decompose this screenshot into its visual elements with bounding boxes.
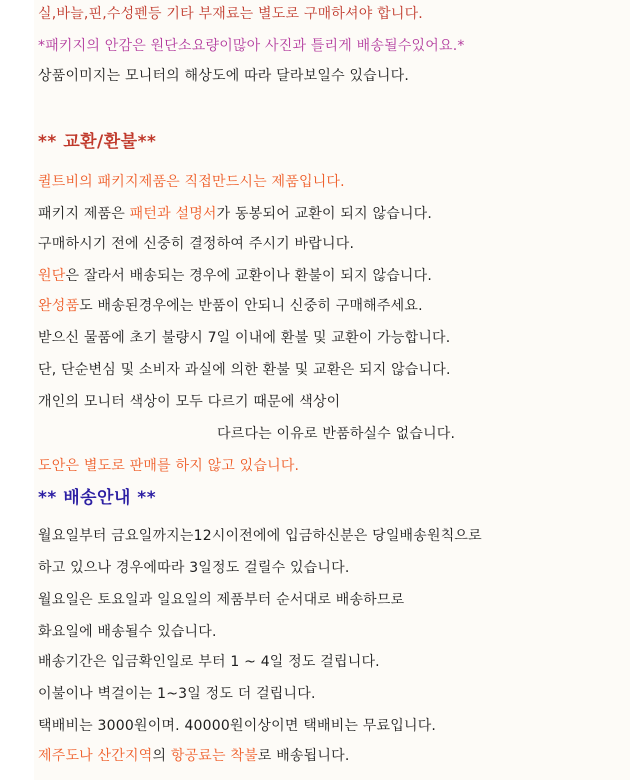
exchange-line-8: 개인의 모니터 색상이 모두 다르기 때문에 색상이 (38, 394, 341, 410)
shipping-line-3: 월요일은 토요일과 일요일의 제품부터 순서대로 배송하므로 (38, 592, 405, 608)
exchange-line-5-highlight: 완성품 (38, 298, 80, 314)
shipping-line-8-of: 의 (152, 748, 171, 764)
exchange-line-10: 도안은 별도로 판매를 하지 않고 있습니다. (38, 458, 300, 474)
exchange-line-1: 퀼트비의 패키지제품은 직접만드시는 제품입니다. (38, 174, 345, 190)
shipping-line-4: 화요일에 배송될수 있습니다. (38, 624, 217, 640)
exchange-line-2-highlight: 패턴과 설명서 (129, 206, 217, 222)
shipping-line-8 (38, 746, 349, 766)
exchange-line-9: 다르다는 이유로 반품하실수 없습니다. (217, 426, 456, 442)
exchange-line-2-c: 가 동봉되어 교환이 되지 않습니다. (216, 206, 433, 222)
exchange-line-4-highlight: 원단 (38, 268, 66, 284)
shipping-line-8-airfare: 항공료는 착불 (170, 748, 258, 764)
notice-materials-line: 실,바늘,핀,수성펜등 기타 부재료는 별도로 구매하셔야 합니다. (38, 6, 423, 22)
shipping-heading: ** 배송안내 ** (38, 488, 157, 508)
notice-monitor-line: 상품이미지는 모니터의 해상도에 따라 달라보일수 있습니다. (38, 68, 409, 84)
exchange-line-2-a: 패키지 제품은 (38, 206, 130, 222)
exchange-line-5 (38, 296, 423, 316)
exchange-line-2 (38, 204, 432, 224)
shipping-line-1: 월요일부터 금요일까지는12시이전에에 입금하신분은 당일배송원칙으로 (38, 528, 482, 544)
exchange-line-4-rest: 은 잘라서 배송되는 경우에 교환이나 환불이 되지 않습니다. (65, 268, 433, 284)
shipping-line-5: 배송기간은 입금확인일로 부터 1 ~ 4일 정도 걸립니다. (38, 654, 380, 670)
exchange-line-6: 받으신 물품에 초기 불량시 7일 이내에 환불 및 교환이 가능합니다. (38, 330, 451, 346)
shipping-line-2: 하고 있으나 경우에따라 3일정도 걸릴수 있습니다. (38, 560, 350, 576)
shipping-line-7: 택배비는 3000원이며. 40000원이상이면 택배비는 무료입니다. (38, 718, 437, 734)
exchange-line-4 (38, 266, 432, 286)
exchange-refund-heading: ** 교환/환불** (38, 132, 157, 152)
shipping-line-8-rest: 로 배송됩니다. (257, 748, 350, 764)
shipping-line-8-region: 제주도나 산간지역 (38, 748, 153, 764)
shipping-line-6: 이불이나 벽걸이는 1~3일 정도 더 걸립니다. (38, 686, 316, 702)
notice-lining-line: *패키지의 안감은 원단소요량이많아 사진과 틀리게 배송될수있어요.* (38, 38, 465, 54)
exchange-line-3: 구매하시기 전에 신중히 결정하여 주시기 바랍니다. (38, 236, 355, 252)
exchange-line-5-rest: 도 배송된경우에는 반품이 안되니 신중히 구매해주세요. (79, 298, 423, 314)
exchange-line-7: 단, 단순변심 및 소비자 과실에 의한 환불 및 교환은 되지 않습니다. (38, 362, 451, 378)
